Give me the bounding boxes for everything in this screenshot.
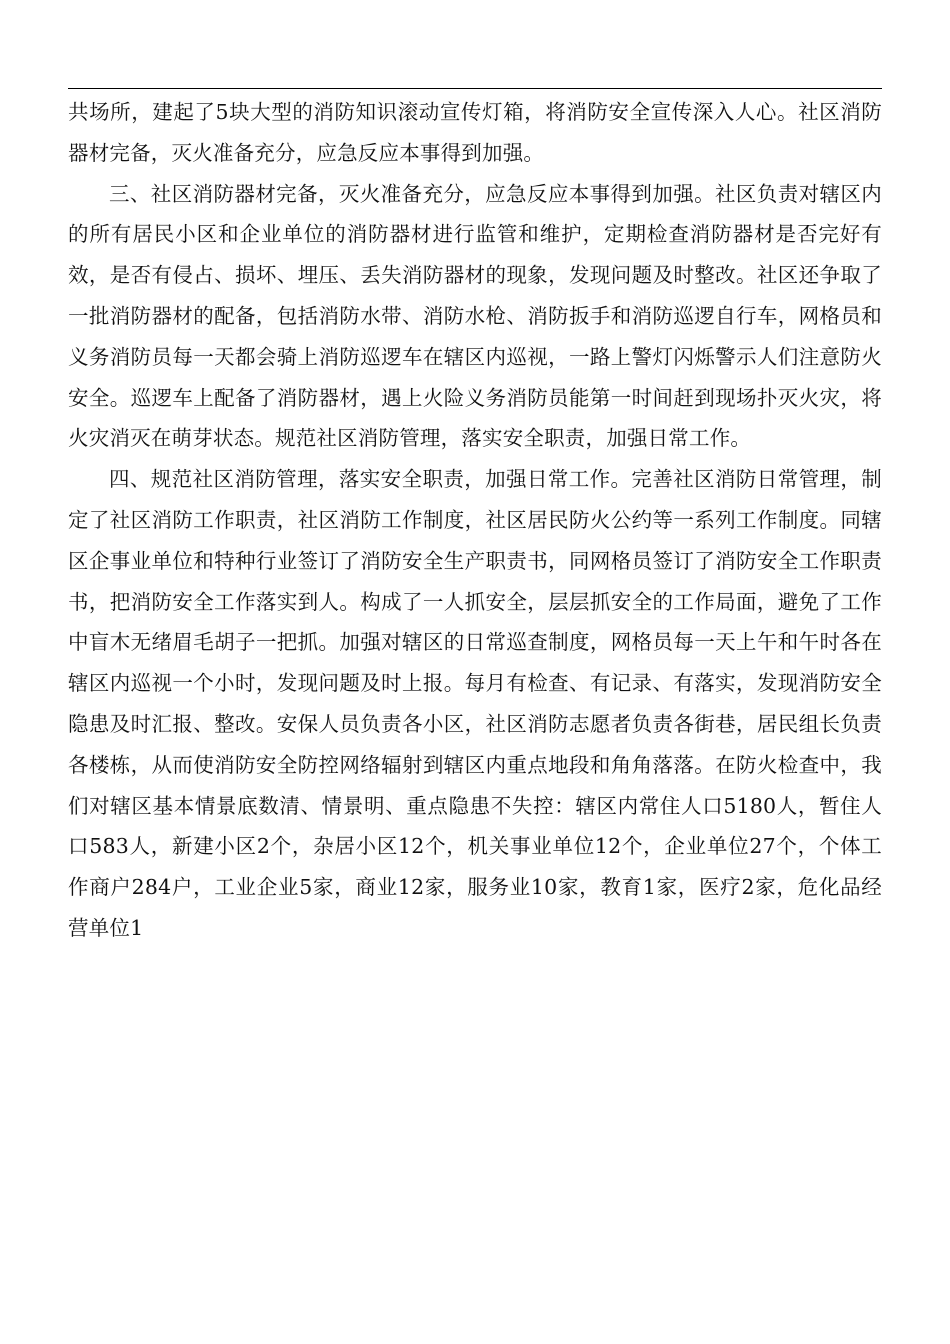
- document-body: [68, 92, 882, 949]
- paragraph-section-three: 三、社区消防器材完备，灭火准备充分，应急反应本事得到加强。社区负责对辖区内的所有居民小区和企业单位的消防器材进行监管和维护，定期检查消防器材是否完好有效，是否有侵占、损坏、埋压、丢失消防器材的现象，发现问题及时整改。社区还争取了一批消防器材的配备，包括消防水带、消防水枪、消防扳手和消防巡逻自行车，网格员和义务消防员每一天都会骑上消防巡逻车在辖区内巡视，一路上警灯闪烁警示人们注意防火安全。巡逻车上配备了消防器材，遇上火险义务消防员能第一时间赶到现场扑灭火灾，将火灾消灭在萌芽状态。规范社区消防管理，落实安全职责，加强日常工作。: [68, 181, 882, 451]
- paragraph-section-four: 四、规范社区消防管理，落实安全职责，加强日常工作。完善社区消防日常管理，制定了社区消防工作职责，社区消防工作制度，社区居民防火公约等一系列工作制度。同辖区企事业单位和特种行业签订了消防安全生产职责书，同网格员签订了消防安全工作职责书，把消防安全工作落实到人。构成了一人抓安全，层层抓安全的工作局面，避免了工作中盲木无绪眉毛胡子一把抓。加强对辖区的日常巡查制度，网格员每一天上午和午时各在辖区内巡视一个小时，发现问题及时上报。每月有检查、有记录、有落实，发现消防安全隐患及时汇报、整改。安保人员负责各小区，社区消防志愿者负责各街巷，居民组长负责各楼栋，从而使消防安全防控网络辐射到辖区内重点地段和角角落落。在防火检查中，我们对辖区基本情景底数清、情景明、重点隐患不失控：辖区内常住人口5180人，暂住人口583人，新建小区2个，杂居小区12个，机关事业单位12个，企业单位27个，个体工作商户284户，工业企业5家，商业12家，服务业10家，教育1家，医疗2家，危化品经营单位1: [68, 467, 882, 940]
- header-rule: [68, 88, 882, 89]
- paragraph-continuation: 共场所，建起了5块大型的消防知识滚动宣传灯箱，将消防安全宣传深入人心。社区消防器材完备，灭火准备充分，应急反应本事得到加强。: [68, 100, 882, 165]
